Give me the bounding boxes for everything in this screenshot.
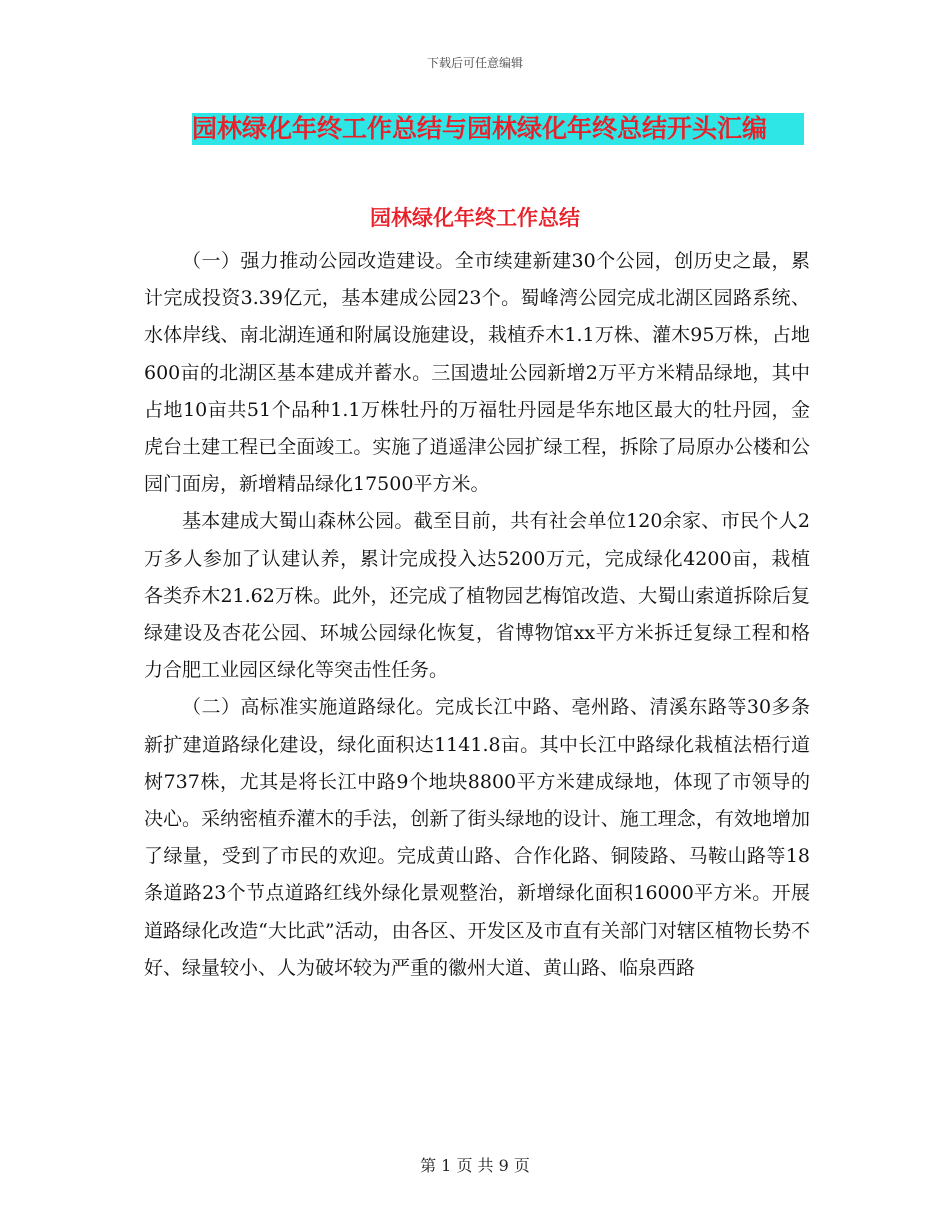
document-title: 园林绿化年终工作总结与园林绿化年终总结开头汇编 [192,113,804,145]
paragraph: （二）高标准实施道路绿化。完成长江中路、亳州路、清溪东路等30多条新扩建道路绿化建设，绿化面积达1141.8亩。其中长江中路绿化栽植法梧行道树737株，尤其是将长江中路9个地块8800平方米建成绿地，体现了市领导的决心。采纳密植乔灌木的手法，创新了街头绿地的设计、施工理念，有效地增加了绿量，受到了市民的欢迎。完成黄山路、合作化路、铜陵路、马鞍山路等18条道路23个节点道路红线外绿化景观整治，新增绿化面积16000平方米。开展道路绿化改造“大比武”活动，由各区、开发区及市直有关部门对辖区植物长势不好、绿量较小、人为破坏较为严重的徽州大道、黄山路、临泉西路 [144,696,810,979]
page-number-footer: 第 1 页 共 9 页 [420,1156,530,1175]
paragraph: （一）强力推动公园改造建设。全市续建新建30个公园，创历史之最，累计完成投资3.39亿元，基本建成公园23个。蜀峰湾公园完成北湖区园路系统、水体岸线、南北湖连通和附属设施建设，栽植乔木1.1万株、灌木95万株，占地600亩的北湖区基本建成并蓄水。三国遗址公园新增2万平方米精品绿地，其中占地10亩共51个品种1.1万株牡丹的万福牡丹园是华东地区最大的牡丹园，金虎台土建工程已全面竣工。实施了逍遥津公园扩绿工程，拆除了局原办公楼和公园门面房，新增精品绿化17500平方米。 [144,250,810,496]
paragraph: 基本建成大蜀山森林公园。截至目前，共有社会单位120余家、市民个人2万多人参加了认建认养，累计完成投入达5200万元，完成绿化4200亩，栽植各类乔木21.62万株。此外，还完成了植物园艺梅馆改造、大蜀山索道拆除后复绿建设及杏花公园、环城公园绿化恢复，省博物馆xx平方米拆迁复绿工程和格力合肥工业园区绿化等突击性任务。 [144,510,810,682]
page-header-note: 下载后可任意编辑 [426,56,523,70]
section-title: 园林绿化年终工作总结 [370,205,580,230]
body-text [144,243,810,987]
